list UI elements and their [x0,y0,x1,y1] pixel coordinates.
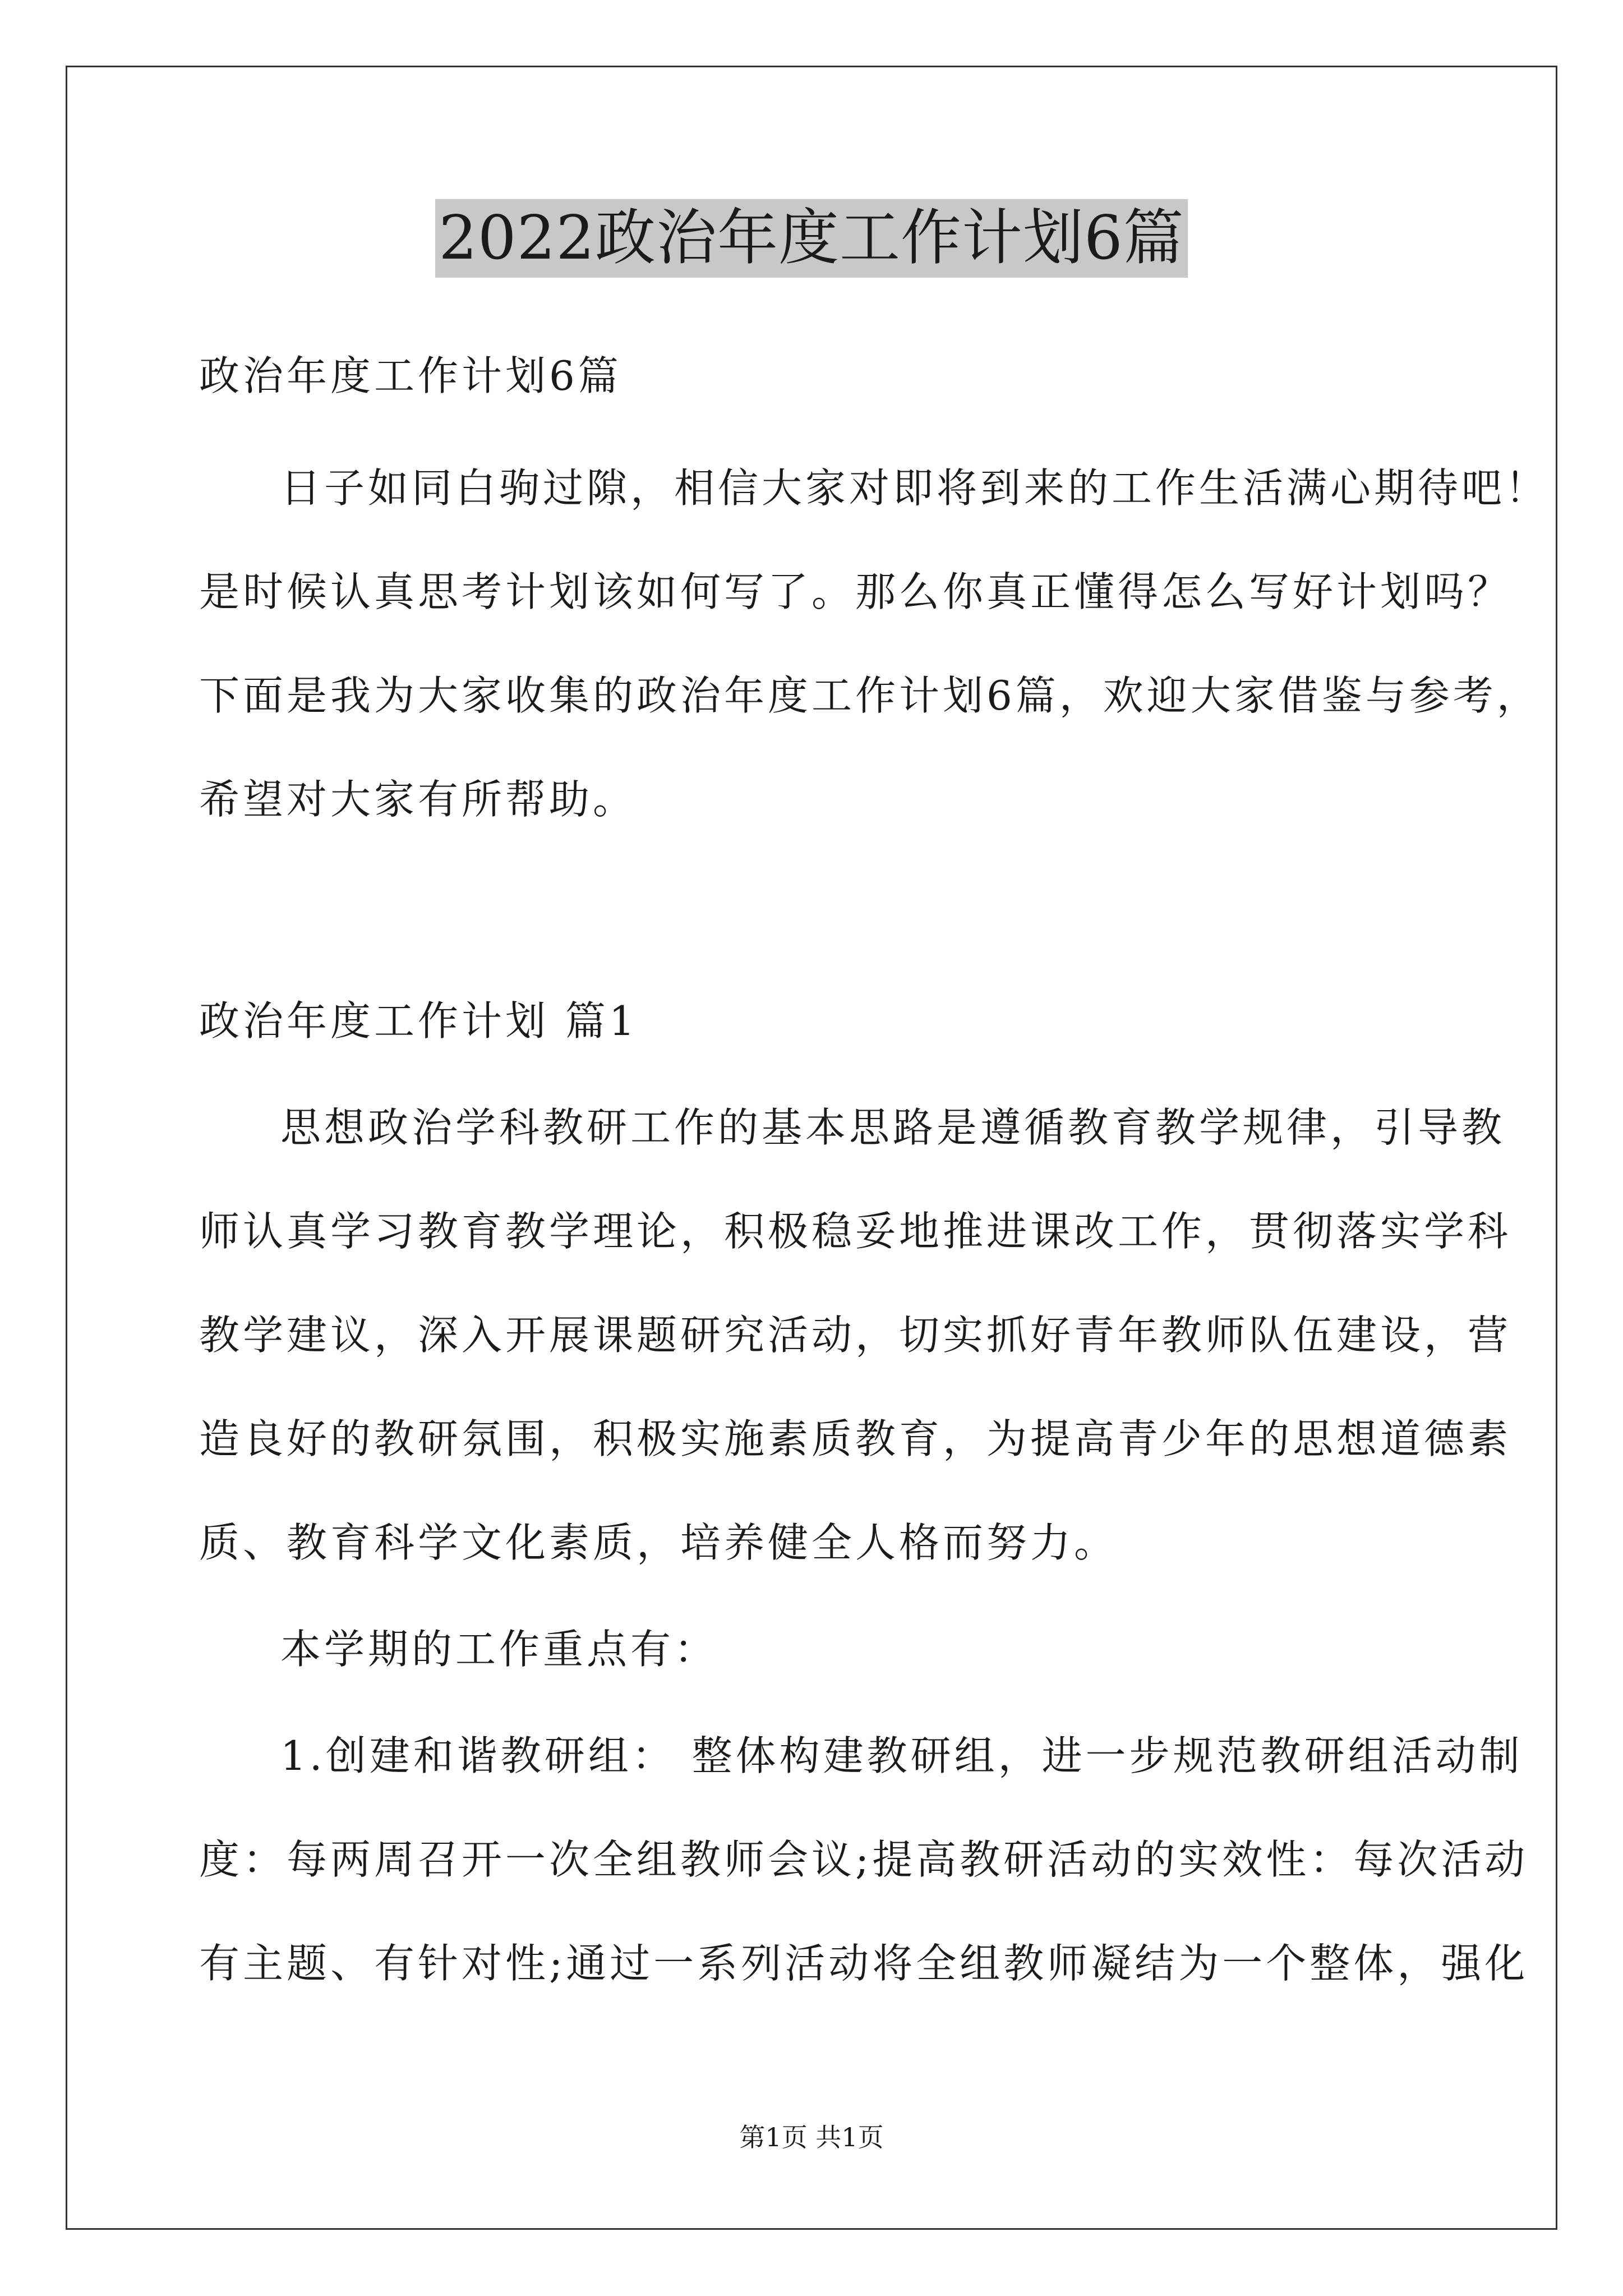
body-line: 思想政治学科教研工作的基本思路是遵循教育教学规律，引导教 [280,1104,1506,1151]
body-line: 造良好的教研氛围，积极实施素质教育，为提高青少年的思想道德素 [199,1415,1512,1462]
section-heading: 政治年度工作计划 篇1 [199,997,638,1045]
body-line: 度：每两周召开一次全组教师会议;提高教研活动的实效性：每次活动 [199,1836,1529,1883]
title-wrap [0,199,1623,278]
intro-line: 日子如同白驹过隙，相信大家对即将到来的工作生活满心期待吧！ [280,464,1550,512]
body-line: 本学期的工作重点有： [280,1626,718,1673]
page-footer: 第1页 共1页 [739,2122,884,2152]
document-subtitle: 政治年度工作计划6篇 [199,352,622,399]
intro-line: 希望对大家有所帮助。 [199,776,637,823]
document-title: 2022政治年度工作计划6篇 [435,199,1188,278]
body-line: 质、教育科学文化素质，培养健全人格而努力。 [199,1519,1118,1566]
body-line: 师认真学习教育教学理论，积极稳妥地推进课改工作，贯彻落实学科 [199,1208,1512,1255]
body-line: 有主题、有针对性;通过一系列活动将全组教师凝结为一个整体，强化 [199,1940,1529,1987]
intro-line: 下面是我为大家收集的政治年度工作计划6篇，欢迎大家借鉴与参考， [199,672,1541,719]
intro-line: 是时候认真思考计划该如何写了。那么你真正懂得怎么写好计划吗？ [199,568,1512,615]
body-line: 1.创建和谐教研组： 整体构建教研组，进一步规范教研组活动制 [280,1732,1523,1779]
body-line: 教学建议，深入开展课题研究活动，切实抓好青年教师队伍建设，营 [199,1312,1512,1359]
